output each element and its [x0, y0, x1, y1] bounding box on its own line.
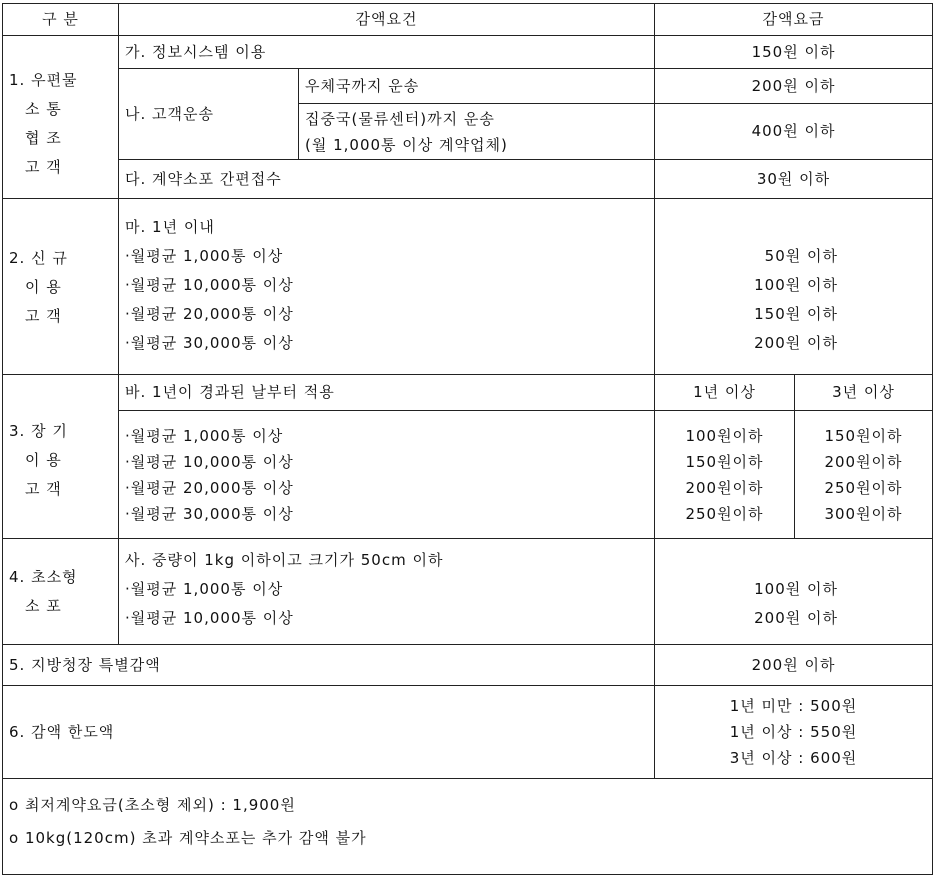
s1-group-customer-transport: 나. 고객운송 [119, 69, 299, 160]
s6-label: 6. 감액 한도액 [3, 686, 655, 779]
s6-limit: 1년 이상 : 550원 [729, 723, 858, 741]
s3-fee-1yr: 200원이하 [685, 479, 764, 497]
s1-sub-center [299, 104, 655, 160]
header-fee: 감액요금 [655, 4, 933, 36]
s2-category [3, 199, 119, 375]
s1-sub-post-office: 우체국까지 운송 [299, 69, 655, 104]
s2-fee: 150원 이하 [754, 305, 838, 323]
s6-limits [655, 686, 933, 779]
s1-category-line: 1. 우편물 [9, 71, 78, 89]
s2-fees [655, 199, 933, 375]
s3-heading: 바. 1년이 경과된 날부터 적용 [119, 375, 655, 411]
s4-category-line: 소 포 [25, 597, 62, 615]
s2-item: ·월평균 10,000통 이상 [125, 276, 294, 294]
s3-item: ·월평균 20,000통 이상 [125, 479, 294, 497]
s4-heading: 사. 중량이 1kg 이하이고 크기가 50cm 이하 [125, 551, 444, 569]
s1-sub-center-line: (월 1,000통 이상 계약업체) [305, 135, 508, 154]
s2-category-line: 이 용 [25, 278, 62, 296]
s4-fees [655, 539, 933, 645]
s6-limit: 1년 미만 : 500원 [729, 697, 858, 715]
s1-row-post-office [3, 69, 933, 104]
s4-item: ·월평균 1,000통 이상 [125, 580, 284, 598]
s1-category-line: 소 통 [25, 100, 62, 118]
s3-fee-3yr: 150원이하 [824, 427, 903, 445]
s3-fee-1yr: 250원이하 [685, 505, 764, 523]
note: o 10kg(120cm) 초과 계약소포는 추가 감액 불가 [9, 829, 367, 847]
s6-row [3, 686, 933, 779]
s3-item: ·월평균 10,000통 이상 [125, 453, 294, 471]
s3-fee-3yr: 250원이하 [824, 479, 903, 497]
s1-fee-simple-intake: 30원 이하 [655, 160, 933, 199]
s2-fee: 50원 이하 [764, 247, 838, 265]
s2-heading: 마. 1년 이내 [125, 218, 215, 236]
s2-requirements [119, 199, 655, 375]
s3-item: ·월평균 1,000통 이상 [125, 427, 284, 445]
s3-fee-1yr: 100원이하 [685, 427, 764, 445]
s2-item: ·월평균 20,000통 이상 [125, 305, 294, 323]
header-row [3, 4, 933, 36]
s3-item: ·월평균 30,000통 이상 [125, 505, 294, 523]
s3-category [3, 375, 119, 539]
s1-fee-info-system: 150원 이하 [655, 36, 933, 69]
s3-category-line: 3. 장 기 [9, 422, 68, 440]
s4-fee: 100원 이하 [754, 580, 838, 598]
s1-category [3, 36, 119, 199]
s3-fee-3yr: 200원이하 [824, 453, 903, 471]
s1-fee-post-office: 200원 이하 [655, 69, 933, 104]
s2-item: ·월평균 1,000통 이상 [125, 247, 284, 265]
s3-category-line: 이 용 [25, 451, 62, 469]
s1-fee-center: 400원 이하 [655, 104, 933, 160]
s3-fee-3yr: 300원이하 [824, 505, 903, 523]
s4-requirements [119, 539, 655, 645]
s2-category-line: 2. 신 규 [9, 249, 68, 267]
s4-category [3, 539, 119, 645]
s1-row-simple-intake [3, 160, 933, 199]
s2-item: ·월평균 30,000통 이상 [125, 334, 294, 352]
s5-row [3, 645, 933, 686]
s5-fee: 200원 이하 [655, 645, 933, 686]
s3-category-line: 고 객 [25, 480, 62, 498]
note: o 최저계약요금(초소형 제외) : 1,900원 [9, 796, 296, 814]
s2-fee: 200원 이하 [754, 334, 838, 352]
header-requirement: 감액요건 [119, 4, 655, 36]
s3-body-row [3, 411, 933, 539]
s1-row-info-system [3, 36, 933, 69]
s5-label: 5. 지방청장 특별감액 [3, 645, 655, 686]
s4-category-line: 4. 초소형 [9, 568, 78, 586]
s1-req-simple-intake: 다. 계약소포 간편접수 [119, 160, 655, 199]
s4-item: ·월평균 10,000통 이상 [125, 609, 294, 627]
s3-head-row [3, 375, 933, 411]
s2-category-line: 고 객 [25, 307, 62, 325]
s3-col-3yr: 3년 이상 [795, 375, 933, 411]
s6-limit: 3년 이상 : 600원 [729, 749, 858, 767]
s3-col-1yr: 1년 이상 [655, 375, 795, 411]
header-category: 구 분 [3, 4, 119, 36]
s2-row [3, 199, 933, 375]
s1-category-line: 협 조 [25, 129, 62, 147]
s3-items [119, 411, 655, 539]
s3-fees-1yr [655, 411, 795, 539]
notes [3, 779, 933, 875]
s1-sub-center-line: 집중국(물류센터)까지 운송 [305, 109, 495, 128]
s4-row [3, 539, 933, 645]
s4-fee: 200원 이하 [754, 609, 838, 627]
s2-fee: 100원 이하 [754, 276, 838, 294]
s1-req-info-system: 가. 정보시스템 이용 [119, 36, 655, 69]
s3-fees-3yr [795, 411, 933, 539]
notes-row [3, 779, 933, 875]
s3-fee-1yr: 150원이하 [685, 453, 764, 471]
s1-category-line: 고 객 [25, 158, 62, 176]
discount-table [2, 3, 933, 875]
